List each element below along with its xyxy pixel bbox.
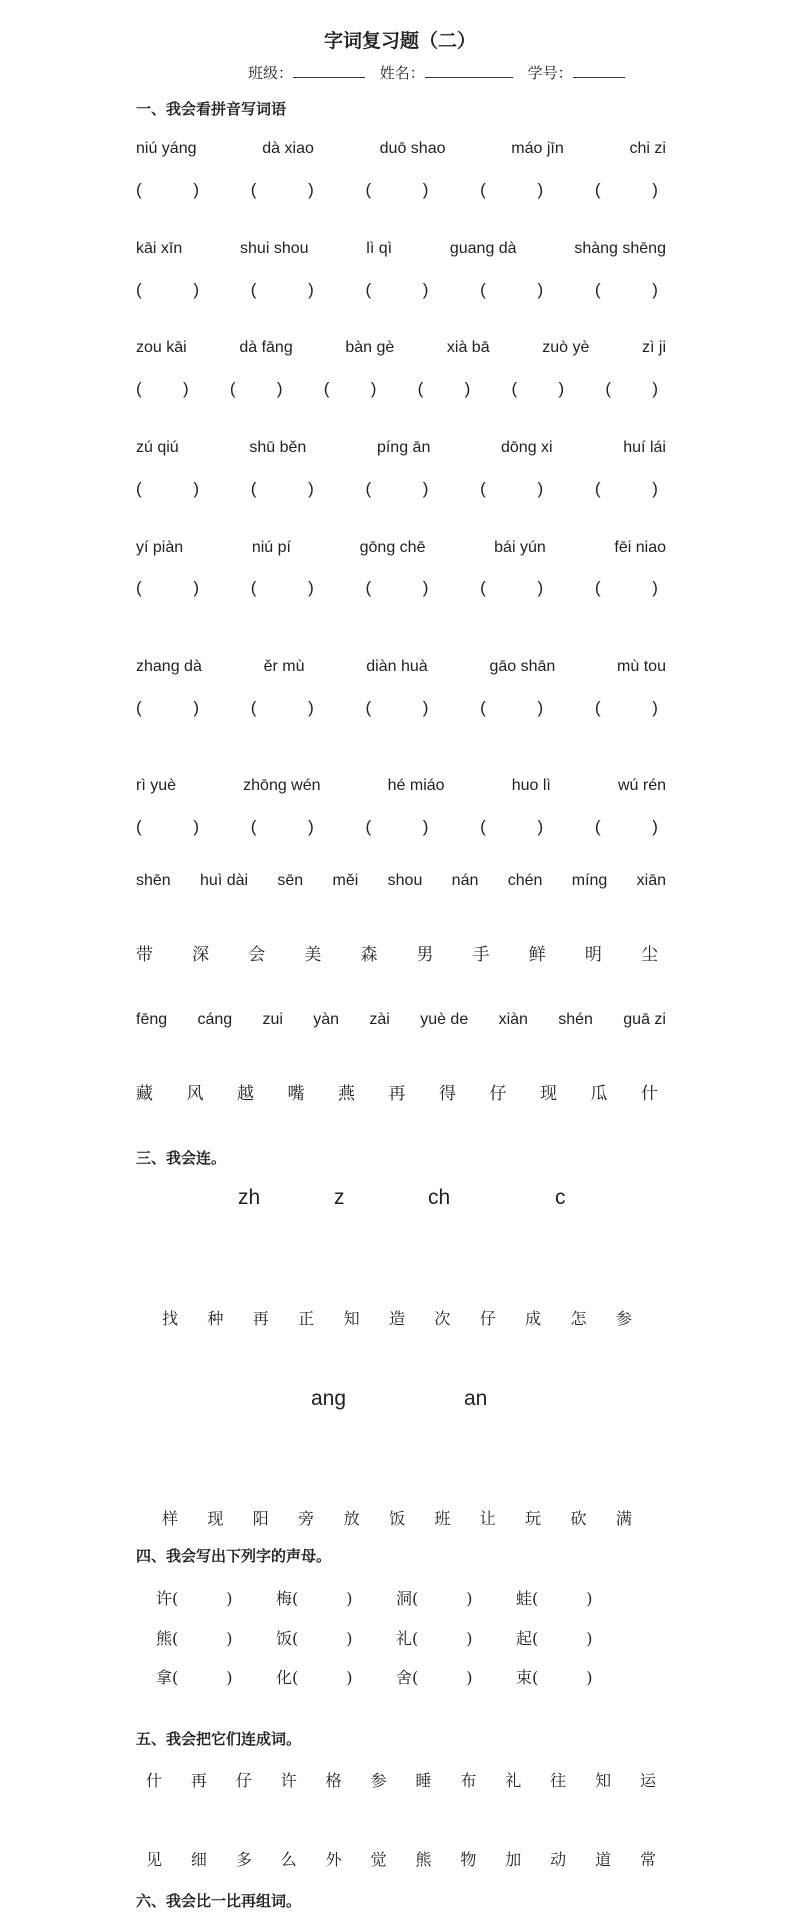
section3-heading: 三、我会连。 [136, 1149, 227, 1167]
char[interactable]: 再 [252, 1309, 269, 1328]
section1-answer-row[interactable] [136, 479, 658, 499]
close-paren: ) [652, 479, 658, 498]
section4-row [156, 1665, 636, 1688]
char[interactable]: 多 [235, 1850, 252, 1869]
pinyin: guā zi [623, 1011, 666, 1028]
section2-char-row-1 [136, 940, 658, 965]
char[interactable]: 样 [162, 1509, 179, 1528]
char[interactable]: 么 [280, 1850, 297, 1869]
close-paren: ) [308, 180, 314, 199]
open-paren: ( [136, 817, 142, 836]
close-paren: ) [346, 1589, 353, 1608]
pinyin: shēn [136, 872, 171, 889]
close-paren: ) [422, 180, 429, 199]
char[interactable]: 现 [540, 1084, 557, 1104]
char[interactable]: 运 [639, 1771, 656, 1790]
pinyin: hé miáo [387, 777, 445, 794]
name-label: 姓名： [379, 64, 425, 82]
close-paren: ) [652, 817, 658, 836]
char[interactable]: 班 [434, 1509, 451, 1528]
char[interactable]: 旁 [298, 1509, 315, 1528]
close-paren: ) [308, 817, 314, 836]
close-paren: ) [586, 1668, 593, 1687]
section2-pinyin-row-2 [136, 1011, 666, 1029]
pinyin: zhang dà [136, 658, 202, 675]
section4-row [156, 1586, 636, 1609]
close-paren: ) [193, 180, 200, 199]
section5-heading: 五、我会把它们连成词。 [136, 1730, 302, 1748]
open-paren: ( [136, 180, 142, 199]
char[interactable]: 格 [325, 1771, 342, 1790]
char[interactable]: 仔 [235, 1771, 252, 1790]
char[interactable]: 明 [584, 945, 602, 965]
close-paren: ) [466, 1668, 473, 1687]
close-paren: ) [537, 180, 544, 199]
pinyin: lì qì [366, 240, 393, 257]
initial-ch[interactable]: ch [428, 1186, 451, 1209]
initial-z[interactable]: z [334, 1186, 345, 1209]
pinyin: yí piàn [136, 539, 184, 556]
pinyin: fēng [136, 1011, 168, 1028]
char[interactable]: 常 [639, 1850, 656, 1869]
char[interactable]: 外 [325, 1850, 342, 1869]
close-paren: ) [464, 379, 471, 398]
close-paren: ) [346, 1668, 353, 1687]
open-paren: ( [480, 280, 486, 299]
section1-pinyin-row [136, 339, 666, 357]
section1-pinyin-row [136, 539, 666, 557]
question-char: 蛙 [516, 1589, 533, 1608]
section5-row-a [146, 1768, 656, 1791]
close-paren: ) [422, 698, 429, 717]
char[interactable]: 知 [595, 1771, 612, 1790]
open-paren: ( [136, 698, 142, 717]
char[interactable]: 熊 [415, 1850, 432, 1869]
close-paren: ) [346, 1629, 353, 1648]
pinyin: gāo shān [489, 658, 556, 675]
section1-pinyin-row [136, 658, 666, 676]
open-paren: ( [292, 1629, 299, 1648]
close-paren: ) [537, 479, 544, 498]
pinyin: guang dà [449, 240, 517, 257]
initial-question[interactable] [156, 1665, 276, 1688]
char[interactable]: 让 [479, 1509, 496, 1528]
pinyin: zou kāi [136, 339, 187, 356]
open-paren: ( [594, 698, 601, 717]
close-paren: ) [308, 280, 314, 299]
section6-heading: 六、我会比一比再组词。 [136, 1892, 302, 1910]
char[interactable]: 见 [146, 1850, 163, 1869]
open-paren: ( [365, 698, 372, 717]
initial-question[interactable] [156, 1626, 276, 1649]
close-paren: ) [652, 280, 658, 299]
char[interactable]: 往 [550, 1771, 567, 1790]
open-paren: ( [480, 479, 486, 498]
number-blank[interactable] [573, 63, 625, 78]
char[interactable]: 布 [460, 1771, 477, 1790]
char[interactable]: 道 [595, 1850, 612, 1869]
pinyin: niú pí [251, 539, 291, 556]
section1-heading: 一、我会看拼音写词语 [136, 100, 287, 118]
open-paren: ( [250, 280, 257, 299]
initial-question[interactable] [276, 1665, 396, 1688]
pinyin: ěr mù [263, 658, 305, 675]
char[interactable]: 森 [360, 945, 378, 965]
section1-pinyin-row [136, 140, 666, 158]
pinyin: zài [369, 1011, 390, 1028]
question-char: 束 [516, 1668, 533, 1687]
close-paren: ) [422, 578, 429, 597]
pinyin: měi [332, 872, 359, 889]
open-paren: ( [412, 1629, 419, 1648]
char[interactable]: 动 [550, 1850, 567, 1869]
question-char: 熊 [156, 1629, 173, 1648]
open-paren: ( [511, 379, 518, 398]
char[interactable]: 男 [416, 945, 434, 965]
close-paren: ) [652, 698, 658, 717]
section1-pinyin-row [136, 777, 666, 795]
close-paren: ) [652, 180, 658, 199]
name-blank[interactable] [425, 63, 513, 78]
close-paren: ) [466, 1589, 473, 1608]
close-paren: ) [308, 578, 314, 597]
close-paren: ) [193, 817, 200, 836]
initial-question[interactable] [276, 1586, 396, 1609]
char[interactable]: 再 [190, 1771, 207, 1790]
pinyin: duō shao [379, 140, 446, 157]
char[interactable]: 什 [641, 1084, 658, 1104]
char[interactable]: 得 [439, 1084, 456, 1104]
open-paren: ( [594, 817, 601, 836]
close-paren: ) [182, 379, 189, 398]
question-char: 梅 [276, 1589, 293, 1608]
pinyin: dōng xi [501, 439, 553, 456]
pinyin: chén [507, 872, 543, 889]
close-paren: ) [193, 698, 200, 717]
open-paren: ( [532, 1668, 539, 1687]
section2-char-row-2 [136, 1079, 658, 1104]
char[interactable]: 燕 [338, 1084, 355, 1104]
section1-answer-row[interactable] [136, 280, 658, 300]
open-paren: ( [532, 1589, 539, 1608]
open-paren: ( [594, 280, 601, 299]
char[interactable]: 正 [298, 1309, 315, 1328]
open-paren: ( [250, 817, 257, 836]
section1-answer-row[interactable] [136, 817, 658, 837]
pinyin: rì yuè [136, 777, 177, 794]
char[interactable]: 加 [505, 1850, 522, 1869]
pinyin: yuè de [420, 1011, 469, 1028]
char[interactable]: 风 [186, 1084, 204, 1104]
pinyin: bái yún [494, 539, 546, 556]
pinyin: mù tou [617, 658, 666, 675]
student-info-line [248, 62, 625, 83]
char[interactable]: 藏 [136, 1084, 153, 1104]
open-paren: ( [417, 379, 424, 398]
char[interactable]: 成 [525, 1309, 542, 1328]
section1-pinyin-row [136, 439, 666, 457]
open-paren: ( [412, 1668, 419, 1687]
pinyin: huí lái [623, 439, 666, 456]
open-paren: ( [480, 817, 486, 836]
initial-question[interactable] [516, 1626, 636, 1649]
close-paren: ) [226, 1629, 233, 1648]
pinyin: zui [262, 1011, 283, 1028]
close-paren: ) [537, 280, 544, 299]
section3-chars-row-a [162, 1306, 632, 1329]
char[interactable]: 许 [280, 1771, 297, 1790]
open-paren: ( [412, 1589, 419, 1608]
close-paren: ) [308, 479, 314, 498]
pinyin: dà xiao [262, 140, 314, 157]
initial-c[interactable]: c [555, 1186, 566, 1209]
open-paren: ( [532, 1629, 539, 1648]
char[interactable]: 尘 [640, 945, 658, 965]
close-paren: ) [466, 1629, 473, 1648]
pinyin: míng [571, 872, 608, 889]
class-label: 班级： [248, 64, 294, 82]
char[interactable]: 鲜 [528, 945, 546, 965]
close-paren: ) [586, 1629, 593, 1648]
open-paren: ( [250, 180, 257, 199]
open-paren: ( [172, 1589, 179, 1608]
close-paren: ) [537, 578, 544, 597]
question-char: 化 [276, 1668, 293, 1687]
char[interactable]: 美 [304, 945, 322, 965]
char[interactable]: 仔 [489, 1084, 507, 1104]
section1-pinyin-row [136, 240, 666, 258]
open-paren: ( [480, 698, 486, 717]
char[interactable]: 礼 [505, 1771, 522, 1790]
pinyin: huì dài [200, 872, 249, 889]
section4-heading: 四、我会写出下列字的声母。 [136, 1547, 332, 1565]
close-paren: ) [226, 1589, 233, 1608]
char[interactable]: 深 [192, 945, 210, 965]
open-paren: ( [480, 578, 486, 597]
char[interactable]: 越 [237, 1084, 254, 1104]
char[interactable]: 玩 [525, 1509, 542, 1528]
pinyin: fēi niao [614, 539, 666, 556]
close-paren: ) [652, 379, 658, 398]
open-paren: ( [250, 479, 257, 498]
char[interactable]: 会 [248, 945, 266, 965]
pinyin: nán [451, 872, 479, 889]
pinyin: máo jīn [511, 140, 564, 157]
open-paren: ( [365, 180, 372, 199]
close-paren: ) [586, 1589, 593, 1608]
char[interactable]: 参 [370, 1771, 387, 1790]
pinyin: shui shou [240, 240, 309, 257]
open-paren: ( [172, 1629, 179, 1648]
initial-question[interactable] [396, 1665, 516, 1688]
char[interactable]: 参 [615, 1309, 632, 1328]
question-char: 舍 [396, 1668, 413, 1687]
pinyin: dà fāng [239, 339, 293, 356]
question-char: 许 [156, 1589, 173, 1608]
question-char: 礼 [396, 1629, 413, 1648]
char[interactable]: 什 [146, 1771, 163, 1790]
open-paren: ( [365, 479, 372, 498]
char[interactable]: 带 [136, 945, 153, 965]
pinyin: wú rén [617, 777, 666, 794]
initial-question[interactable] [276, 1626, 396, 1649]
close-paren: ) [193, 280, 200, 299]
open-paren: ( [229, 379, 236, 398]
section5-row-b [146, 1847, 656, 1870]
pinyin: xiān [636, 872, 666, 889]
initial-zh[interactable]: zh [238, 1186, 261, 1209]
close-paren: ) [558, 379, 565, 398]
close-paren: ) [422, 479, 429, 498]
char[interactable]: 放 [343, 1509, 360, 1528]
char[interactable]: 饭 [388, 1509, 405, 1528]
page-title: 字词复习题（二） [323, 30, 476, 52]
char[interactable]: 物 [460, 1850, 477, 1869]
open-paren: ( [365, 578, 372, 597]
section3-chars-row-b [162, 1506, 632, 1529]
pinyin: huo lì [511, 777, 551, 794]
char[interactable]: 造 [388, 1309, 405, 1328]
initial-question[interactable] [396, 1586, 516, 1609]
pinyin: gōng chē [359, 539, 426, 556]
pinyin: xiàn [498, 1011, 528, 1028]
open-paren: ( [594, 578, 601, 597]
section1-answer-row[interactable] [136, 379, 658, 399]
char[interactable]: 再 [388, 1084, 406, 1104]
pinyin: shū běn [249, 439, 307, 456]
char[interactable]: 满 [615, 1509, 632, 1528]
char[interactable]: 知 [343, 1309, 360, 1328]
open-paren: ( [365, 280, 372, 299]
open-paren: ( [480, 180, 486, 199]
pinyin: chi zi [629, 140, 666, 157]
char[interactable]: 手 [472, 945, 490, 965]
char[interactable]: 觉 [370, 1850, 387, 1869]
open-paren: ( [605, 379, 612, 398]
char[interactable]: 找 [162, 1309, 179, 1328]
open-paren: ( [172, 1668, 179, 1687]
char[interactable]: 种 [207, 1309, 224, 1328]
open-paren: ( [292, 1668, 299, 1687]
question-char: 洞 [396, 1589, 413, 1608]
initial-question[interactable] [516, 1586, 636, 1609]
close-paren: ) [276, 379, 283, 398]
pinyin: shou [387, 872, 423, 889]
open-paren: ( [136, 578, 142, 597]
section1-answer-row[interactable] [136, 578, 658, 598]
initial-question[interactable] [516, 1665, 636, 1688]
char[interactable]: 现 [207, 1509, 224, 1528]
open-paren: ( [250, 698, 257, 717]
char[interactable]: 阳 [252, 1509, 269, 1528]
close-paren: ) [652, 578, 658, 597]
char[interactable]: 砍 [570, 1509, 587, 1528]
open-paren: ( [365, 817, 372, 836]
char[interactable]: 细 [190, 1850, 207, 1869]
open-paren: ( [323, 379, 330, 398]
section4-row [156, 1626, 636, 1649]
final-an[interactable]: an [464, 1387, 488, 1410]
pinyin: shén [558, 1011, 593, 1028]
char[interactable]: 怎 [570, 1309, 587, 1328]
pinyin: shàng shēng [574, 240, 666, 257]
section1-answer-row[interactable] [136, 698, 658, 718]
open-paren: ( [136, 379, 142, 398]
pinyin: zú qiú [136, 439, 179, 456]
open-paren: ( [594, 479, 601, 498]
char[interactable]: 次 [434, 1309, 451, 1328]
pinyin: niú yáng [136, 140, 197, 157]
open-paren: ( [594, 180, 601, 199]
close-paren: ) [308, 698, 314, 717]
pinyin: píng ān [376, 439, 431, 456]
pinyin: kāi xīn [136, 240, 183, 257]
initial-question[interactable] [396, 1626, 516, 1649]
pinyin: diàn huà [366, 658, 428, 675]
final-ang[interactable]: ang [311, 1387, 347, 1410]
open-paren: ( [136, 280, 142, 299]
pinyin: bàn gè [345, 339, 395, 356]
class-blank[interactable] [293, 63, 365, 78]
section1-answer-row[interactable] [136, 180, 658, 200]
close-paren: ) [193, 479, 200, 498]
open-paren: ( [250, 578, 257, 597]
initial-question[interactable] [156, 1586, 276, 1609]
open-paren: ( [136, 479, 142, 498]
pinyin: sēn [277, 872, 304, 889]
pinyin: zuò yè [542, 339, 590, 356]
close-paren: ) [370, 379, 377, 398]
close-paren: ) [422, 280, 429, 299]
char[interactable]: 瓜 [590, 1084, 608, 1104]
char[interactable]: 嘴 [287, 1084, 305, 1104]
char[interactable]: 仔 [479, 1309, 496, 1328]
question-char: 拿 [156, 1668, 173, 1687]
pinyin: yàn [313, 1011, 340, 1028]
open-paren: ( [292, 1589, 299, 1608]
pinyin: zì ji [642, 339, 666, 356]
pinyin: cáng [197, 1011, 233, 1028]
pinyin: zhōng wén [243, 777, 321, 794]
section2-pinyin-row-1 [136, 872, 666, 890]
close-paren: ) [193, 578, 200, 597]
question-char: 起 [516, 1629, 533, 1648]
close-paren: ) [537, 698, 544, 717]
close-paren: ) [226, 1668, 233, 1687]
char[interactable]: 睡 [415, 1771, 432, 1790]
question-char: 饭 [276, 1629, 293, 1648]
close-paren: ) [422, 817, 429, 836]
pinyin: xià bā [446, 339, 490, 356]
number-label: 学号： [527, 64, 573, 82]
close-paren: ) [537, 817, 544, 836]
